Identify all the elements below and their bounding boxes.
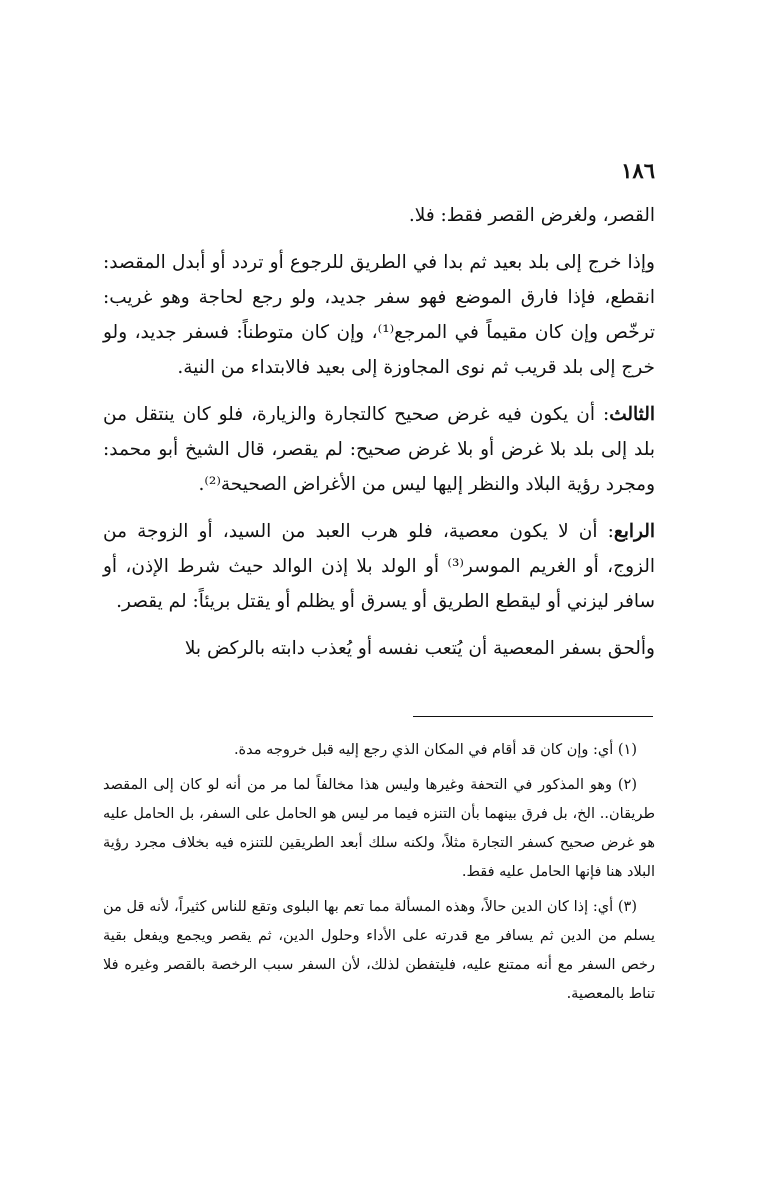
footnotes [103, 736, 655, 1015]
page-number: ١٨٦ [621, 158, 655, 183]
paragraph-text: القصر، ولغرض القصر فقط: فلا. [408, 205, 655, 226]
paragraph-lead: الرابع [613, 521, 655, 542]
paragraph-text: : أن يكون فيه غرض صحيح كالتجارة والزيارة، فلو كان ينتقل من بلد إلى بلد بلا غرض أو بلا غرض صحيح: لم يقصر، قال الشيخ أبو محمد: ومجرد رؤية البلاد والنظر إليها ليس من الأغراض الصحيحة⁽²⁾. [103, 404, 655, 495]
paragraph-3 [103, 397, 655, 502]
main-text [103, 198, 655, 678]
footnote-3: (٣) أي: إذا كان الدين حالاً، وهذه المسألة مما تعم بها البلوى وتقع للناس كثيراً، لأنه قل من يسلم من الدين ثم يسافر مع قدرته على الأداء وحلول الدين، ثم يقصر ويجمع ويفعل بقية رخص السفر مع أنه ممتنع عليه، فليتفطن لذلك، لأن السفر سبب الرخصة بالقصر وغيره فلا تناط بالمعصية. [103, 899, 655, 1002]
paragraph-text: : أن لا يكون معصية، فلو هرب العبد من السيد، أو الزوجة من الزوج، أو الغريم الموسر⁽³⁾ أو الولد بلا إذن الوالد حيث شرط الإذن، أو سافر ليزني أو ليقطع الطريق أو يسرق أو يظلم أو يقتل بريئاً: لم يقصر. [103, 521, 655, 612]
footnote-1: (١) أي: وإن كان قد أقام في المكان الذي رجع إليه قبل خروجه مدة. [233, 742, 637, 758]
footnote-2: (٢) وهو المذكور في التحفة وغيرها وليس هذا مخالفاً لما مر من أنه لو كان إلى المقصد طريقان.. الخ، بل فرق بينهما بأن التنزه فيما مر ليس هو الحامل على السفر، بل الحامل عليه هو غرض صحيح كسفر التجارة مثلاً، ولكنه سلك أبعد الطريقين للتنزه فيه بخلاف مجرد رؤية البلاد هنا فإنها الحامل عليه فقط. [103, 777, 655, 880]
paragraph-lead: الثالث [609, 404, 655, 425]
footnote-separator [413, 716, 653, 717]
paragraph-text: وإذا خرج إلى بلد بعيد ثم بدا في الطريق للرجوع أو تردد أو أبدل المقصد: انقطع، فإذا فارق الموضع فهو سفر جديد، ولو رجع لحاجة وهو غريب: ترخّص وإن كان مقيماً في المرجع⁽¹⁾، وإن كان متوطناً: فسفر جديد، ولو خرج إلى بلد قريب ثم نوى المجاوزة إلى بعيد فالابتداء من النية. [103, 252, 655, 378]
paragraph-4 [103, 514, 655, 619]
paragraph-text: وألحق بسفر المعصية أن يُتعب نفسه أو يُعذب دابته بالركض بلا [184, 638, 655, 659]
paragraph-1 [103, 198, 655, 233]
paragraph-2 [103, 245, 655, 385]
paragraph-5 [103, 631, 655, 666]
